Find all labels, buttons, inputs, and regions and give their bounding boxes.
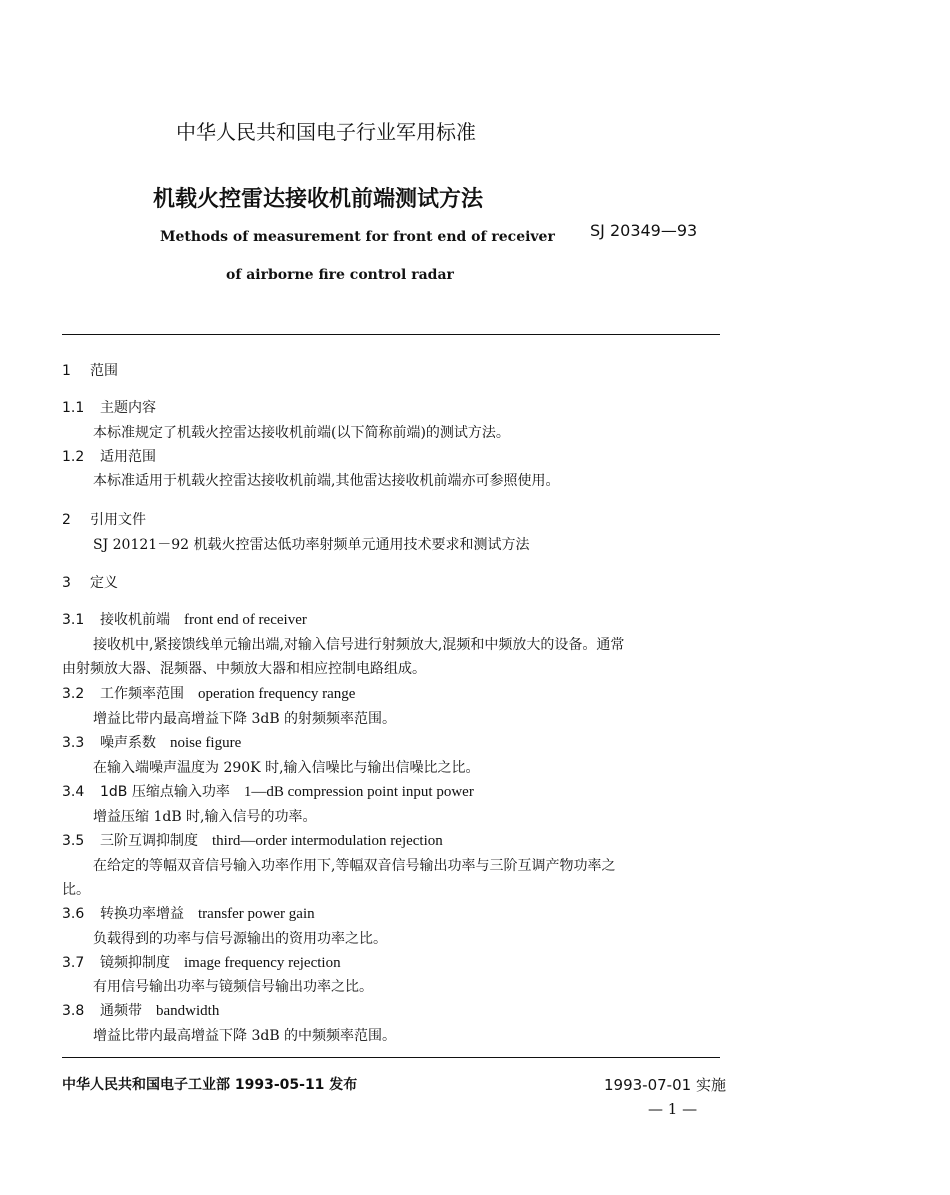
section-title: 接收机前端 xyxy=(100,612,170,628)
section-title: 三阶互调抑制度 xyxy=(100,833,198,849)
section-number: 3.3 xyxy=(62,735,85,751)
section-3-5-heading xyxy=(62,830,443,850)
document-title-en-line1: Methods of measurement for front end of receiver xyxy=(160,229,555,245)
section-number: 1.1 xyxy=(62,400,85,416)
section-number: 3.2 xyxy=(62,686,85,702)
section-number: 3.8 xyxy=(62,1003,85,1019)
section-2-heading xyxy=(62,509,146,529)
section-number: 1 xyxy=(62,363,71,379)
section-3-8-heading xyxy=(62,1000,219,1020)
section-3-7-text: 有用信号输出功率与镜频信号输出功率之比。 xyxy=(93,979,373,995)
section-title-en: third—order intermodulation rejection xyxy=(212,833,443,849)
standard-code: SJ 20349—93 xyxy=(590,221,698,240)
section-3-7-heading xyxy=(62,952,341,972)
section-title-en: transfer power gain xyxy=(198,906,315,922)
section-3-2-text: 增益比带内最高增益下降 3dB 的射频频率范围。 xyxy=(93,711,397,727)
section-3-3-text: 在输入端噪声温度为 290K 时,输入信噪比与输出信噪比之比。 xyxy=(93,760,480,776)
section-title: 定义 xyxy=(90,575,118,591)
section-3-1-heading xyxy=(62,609,307,629)
section-title: 1dB 压缩点输入功率 xyxy=(100,784,230,800)
section-title: 适用范围 xyxy=(100,449,156,465)
section-1-2-text: 本标准适用于机载火控雷达接收机前端,其他雷达接收机前端亦可参照使用。 xyxy=(93,473,560,489)
section-3-1-text-line1: 接收机中,紧接馈线单元输出端,对输入信号进行射频放大,混频和中频放大的设备。通常 xyxy=(93,637,625,653)
header-divider xyxy=(62,334,720,335)
org-standard-title: 中华人民共和国电子行业军用标准 xyxy=(176,120,476,144)
section-3-2-heading xyxy=(62,683,355,703)
section-title-en: 1—dB compression point input power xyxy=(243,784,474,800)
implementation-date: 1993-07-01 实施 xyxy=(604,1076,726,1094)
section-2-reference: SJ 20121－92 机载火控雷达低功率射频单元通用技术要求和测试方法 xyxy=(93,537,530,553)
section-3-4-heading xyxy=(62,781,474,801)
section-number: 3.1 xyxy=(62,612,85,628)
section-title: 通频带 xyxy=(100,1003,142,1019)
section-3-3-heading xyxy=(62,732,241,752)
section-number: 2 xyxy=(62,512,71,528)
section-number: 3 xyxy=(62,575,71,591)
section-3-heading xyxy=(62,572,118,592)
section-1-2-heading xyxy=(62,446,156,466)
footer-divider xyxy=(62,1057,720,1058)
section-1-1-heading xyxy=(62,397,156,417)
section-title-en: front end of receiver xyxy=(184,612,307,628)
section-3-4-text: 增益压缩 1dB 时,输入信号的功率。 xyxy=(93,809,317,825)
section-title: 噪声系数 xyxy=(100,735,156,751)
section-title-en: noise figure xyxy=(170,735,242,751)
section-number: 3.5 xyxy=(62,833,85,849)
section-number: 3.7 xyxy=(62,955,85,971)
section-number: 1.2 xyxy=(62,449,85,465)
section-title-en: image frequency rejection xyxy=(184,955,341,971)
section-3-6-heading xyxy=(62,903,315,923)
page-number: — 1 — xyxy=(648,1100,698,1118)
section-title: 范围 xyxy=(90,363,118,379)
section-3-5-text-line1: 在给定的等幅双音信号输入功率作用下,等幅双音信号输出功率与三阶互调产物功率之 xyxy=(93,858,616,874)
section-title: 转换功率增益 xyxy=(100,906,184,922)
section-title-en: bandwidth xyxy=(156,1003,220,1019)
section-3-8-text: 增益比带内最高增益下降 3dB 的中频频率范围。 xyxy=(93,1028,397,1044)
section-title: 引用文件 xyxy=(90,512,146,528)
section-number: 3.6 xyxy=(62,906,85,922)
section-title: 主题内容 xyxy=(100,400,156,416)
document-title-en-line2: of airborne fire control radar xyxy=(226,267,454,283)
issue-info: 中华人民共和国电子工业部 1993-05-11 发布 xyxy=(62,1077,358,1093)
section-3-6-text: 负载得到的功率与信号源输出的资用功率之比。 xyxy=(93,931,387,947)
document-title-cn: 机载火控雷达接收机前端测试方法 xyxy=(153,187,484,212)
section-title: 工作频率范围 xyxy=(100,686,184,702)
section-3-1-text-line2: 由射频放大器、混频器、中频放大器和相应控制电路组成。 xyxy=(62,661,426,677)
section-1-heading xyxy=(62,360,118,380)
section-title: 镜频抑制度 xyxy=(100,955,170,971)
section-title-en: operation frequency range xyxy=(198,686,356,702)
section-3-5-text-line2: 比。 xyxy=(62,882,90,898)
section-number: 3.4 xyxy=(62,784,85,800)
section-1-1-text: 本标准规定了机载火控雷达接收机前端(以下简称前端)的测试方法。 xyxy=(93,425,510,441)
